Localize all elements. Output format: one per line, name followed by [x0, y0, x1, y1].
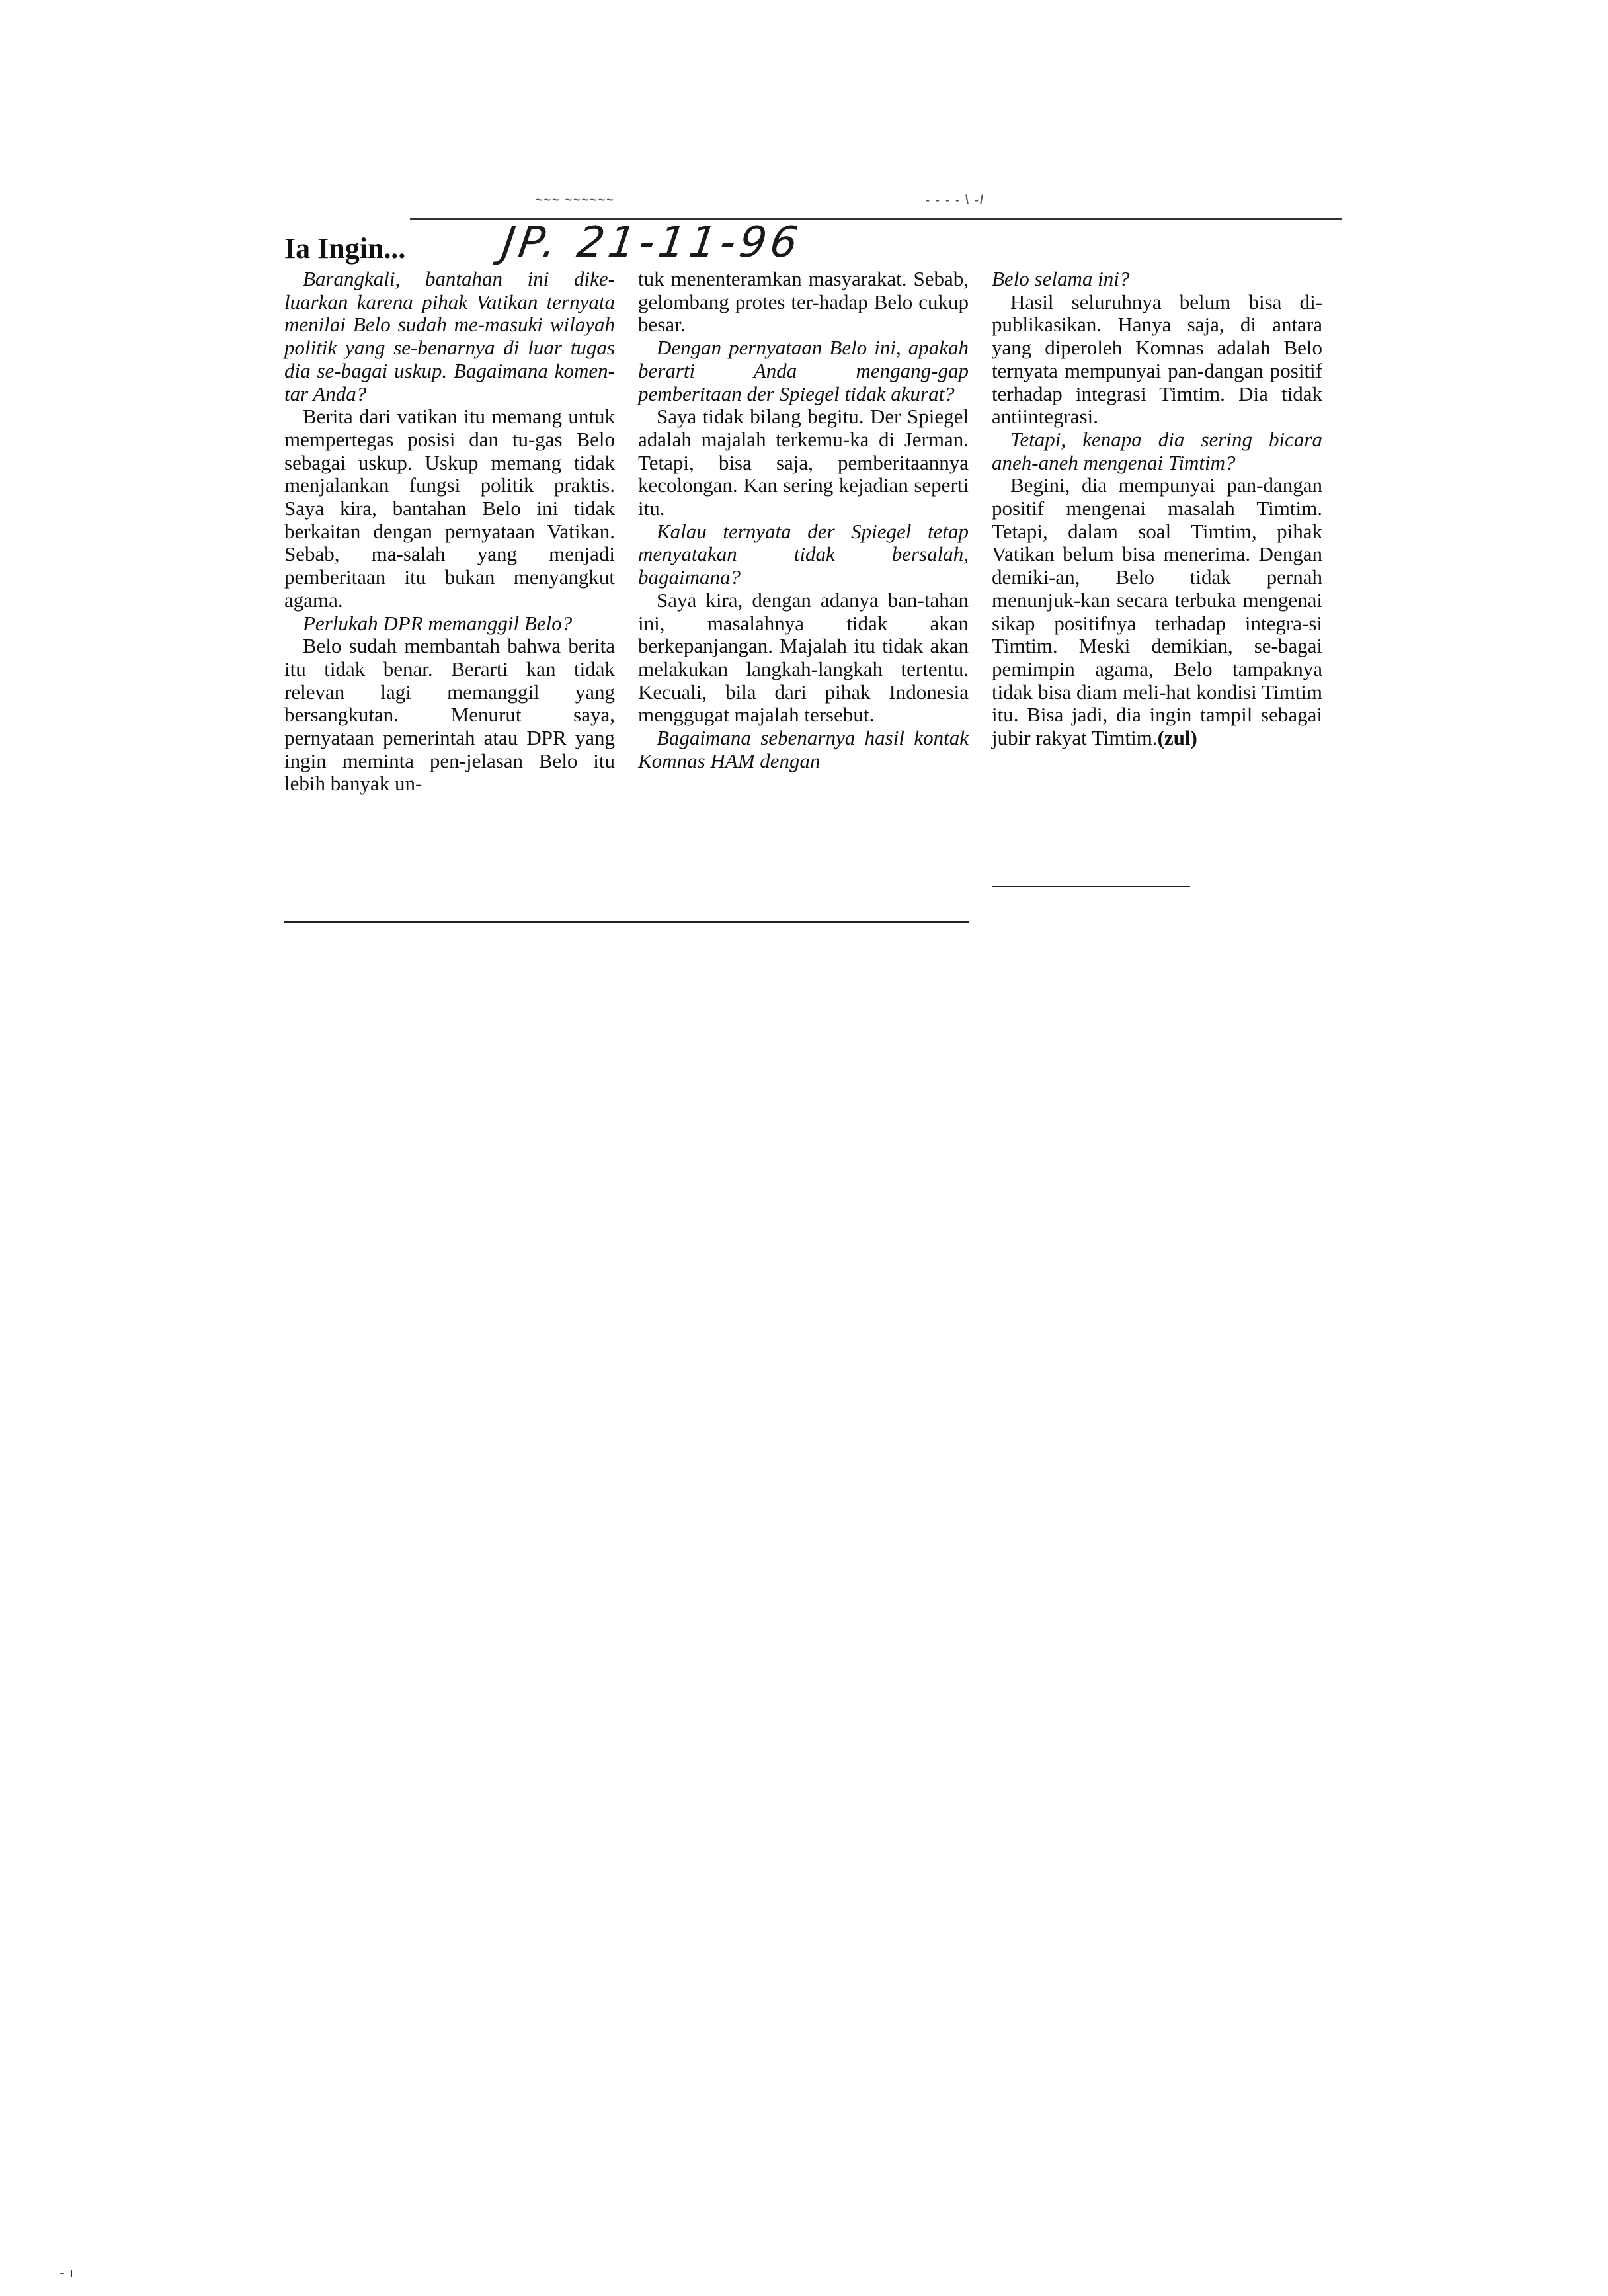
interview-question: Perlukah DPR memanggil Belo?	[303, 611, 573, 635]
article-column-3	[992, 268, 1322, 750]
byline: (zul)	[1157, 726, 1197, 750]
interview-answer: Belo sudah membantah bahwa berita itu tidak benar. Berarti kan tidak relevan lagi memanggil yang bersangkutan. Menurut saya, pernyataan pemerintah atau DPR yang ingin meminta pen-jelasan Belo itu lebih banyak un-	[284, 634, 615, 796]
headline: Ia Ingin...	[284, 232, 406, 265]
article-column-2	[638, 268, 969, 772]
handwritten-date-annotation: JP. 21-11-96	[499, 218, 805, 267]
interview-question: Tetapi, kenapa dia sering bicara aneh-aneh mengenai Timtim?	[992, 427, 1322, 474]
article-column-1	[284, 268, 615, 796]
masthead-fragment: ~~~ ~~~~~~	[536, 193, 615, 206]
interview-answer: Berita dari vatikan itu memang untuk mempertegas posisi dan tu-gas Belo sebagai uskup. Uskup memang tidak menjalankan fungsi politik praktis. Saya kira, bantahan Belo ini tidak berkaitan dengan pernyataan Vatikan. Sebab, ma-salah yang menjadi pemberitaan itu bukan menyangkut agama.	[284, 405, 615, 612]
interview-answer-continuation: tuk menenteramkan masyarakat. Sebab, gelombang protes ter-hadap Belo cukup besar.	[638, 267, 969, 337]
interview-question: Barangkali, bantahan ini dike-luarkan karena pihak Vatikan ternyata menilai Belo sudah me-masuki wilayah politik yang se-benarnya di luar tugas dia se-bagai uskup. Bagaimana komen-tar Anda?	[284, 267, 615, 405]
interview-question: Kalau ternyata der Spiegel tetap menyatakan tidak bersalah, bagaimana?	[638, 519, 969, 589]
end-rule	[992, 886, 1190, 887]
answer-text: Begini, dia mempunyai pan-dangan positif mengenai masalah Timtim. Tetapi, dalam soal Timtim, pihak Vatikan belum bisa menerima. Dengan demiki-an, Belo tidak pernah menunjuk-kan secara terbuka mengenai sikap positifnya terhadap integra-si Timtim. Meski demikian, se-bagai pemimpin agama, Belo tampaknya tidak bisa diam meli-hat kondisi Timtim itu. Bisa jadi, dia ingin tampil sebagai jubir rakyat Timtim.	[992, 473, 1322, 750]
interview-question: Dengan pernyataan Belo ini, apakah berarti Anda mengang-gap pemberitaan der Spiegel tidak akurat?	[638, 336, 969, 405]
masthead-right-fragment: - - - - \ -/	[926, 193, 985, 206]
interview-answer: Hasil seluruhnya belum bisa di-publikasikan. Hanya saja, di antara yang diperoleh Komnas adalah Belo ternyata mempunyai pan-dangan positif terhadap integrasi Timtim. Dia tidak antiintegrasi.	[992, 290, 1322, 429]
interview-answer: Saya tidak bilang begitu. Der Spiegel adalah majalah terkemu-ka di Jerman. Tetapi, bisa saja, pemberitaannya kecolongan. Kan sering kejadian seperti itu.	[638, 405, 969, 520]
interview-question: Bagaimana sebenarnya hasil kontak Komnas HAM dengan	[638, 726, 969, 772]
interview-question-continuation: Belo selama ini?	[992, 267, 1130, 290]
scan-artifact: - ı	[60, 2265, 74, 2281]
interview-answer	[992, 474, 1322, 749]
bottom-rule	[284, 921, 969, 922]
interview-answer: Saya kira, dengan adanya ban-tahan ini, masalahnya tidak akan berkepanjangan. Majalah itu tidak akan melakukan langkah-langkah tertentu. Kecuali, bila dari pihak Indonesia menggugat majalah tersebut.	[638, 588, 969, 727]
